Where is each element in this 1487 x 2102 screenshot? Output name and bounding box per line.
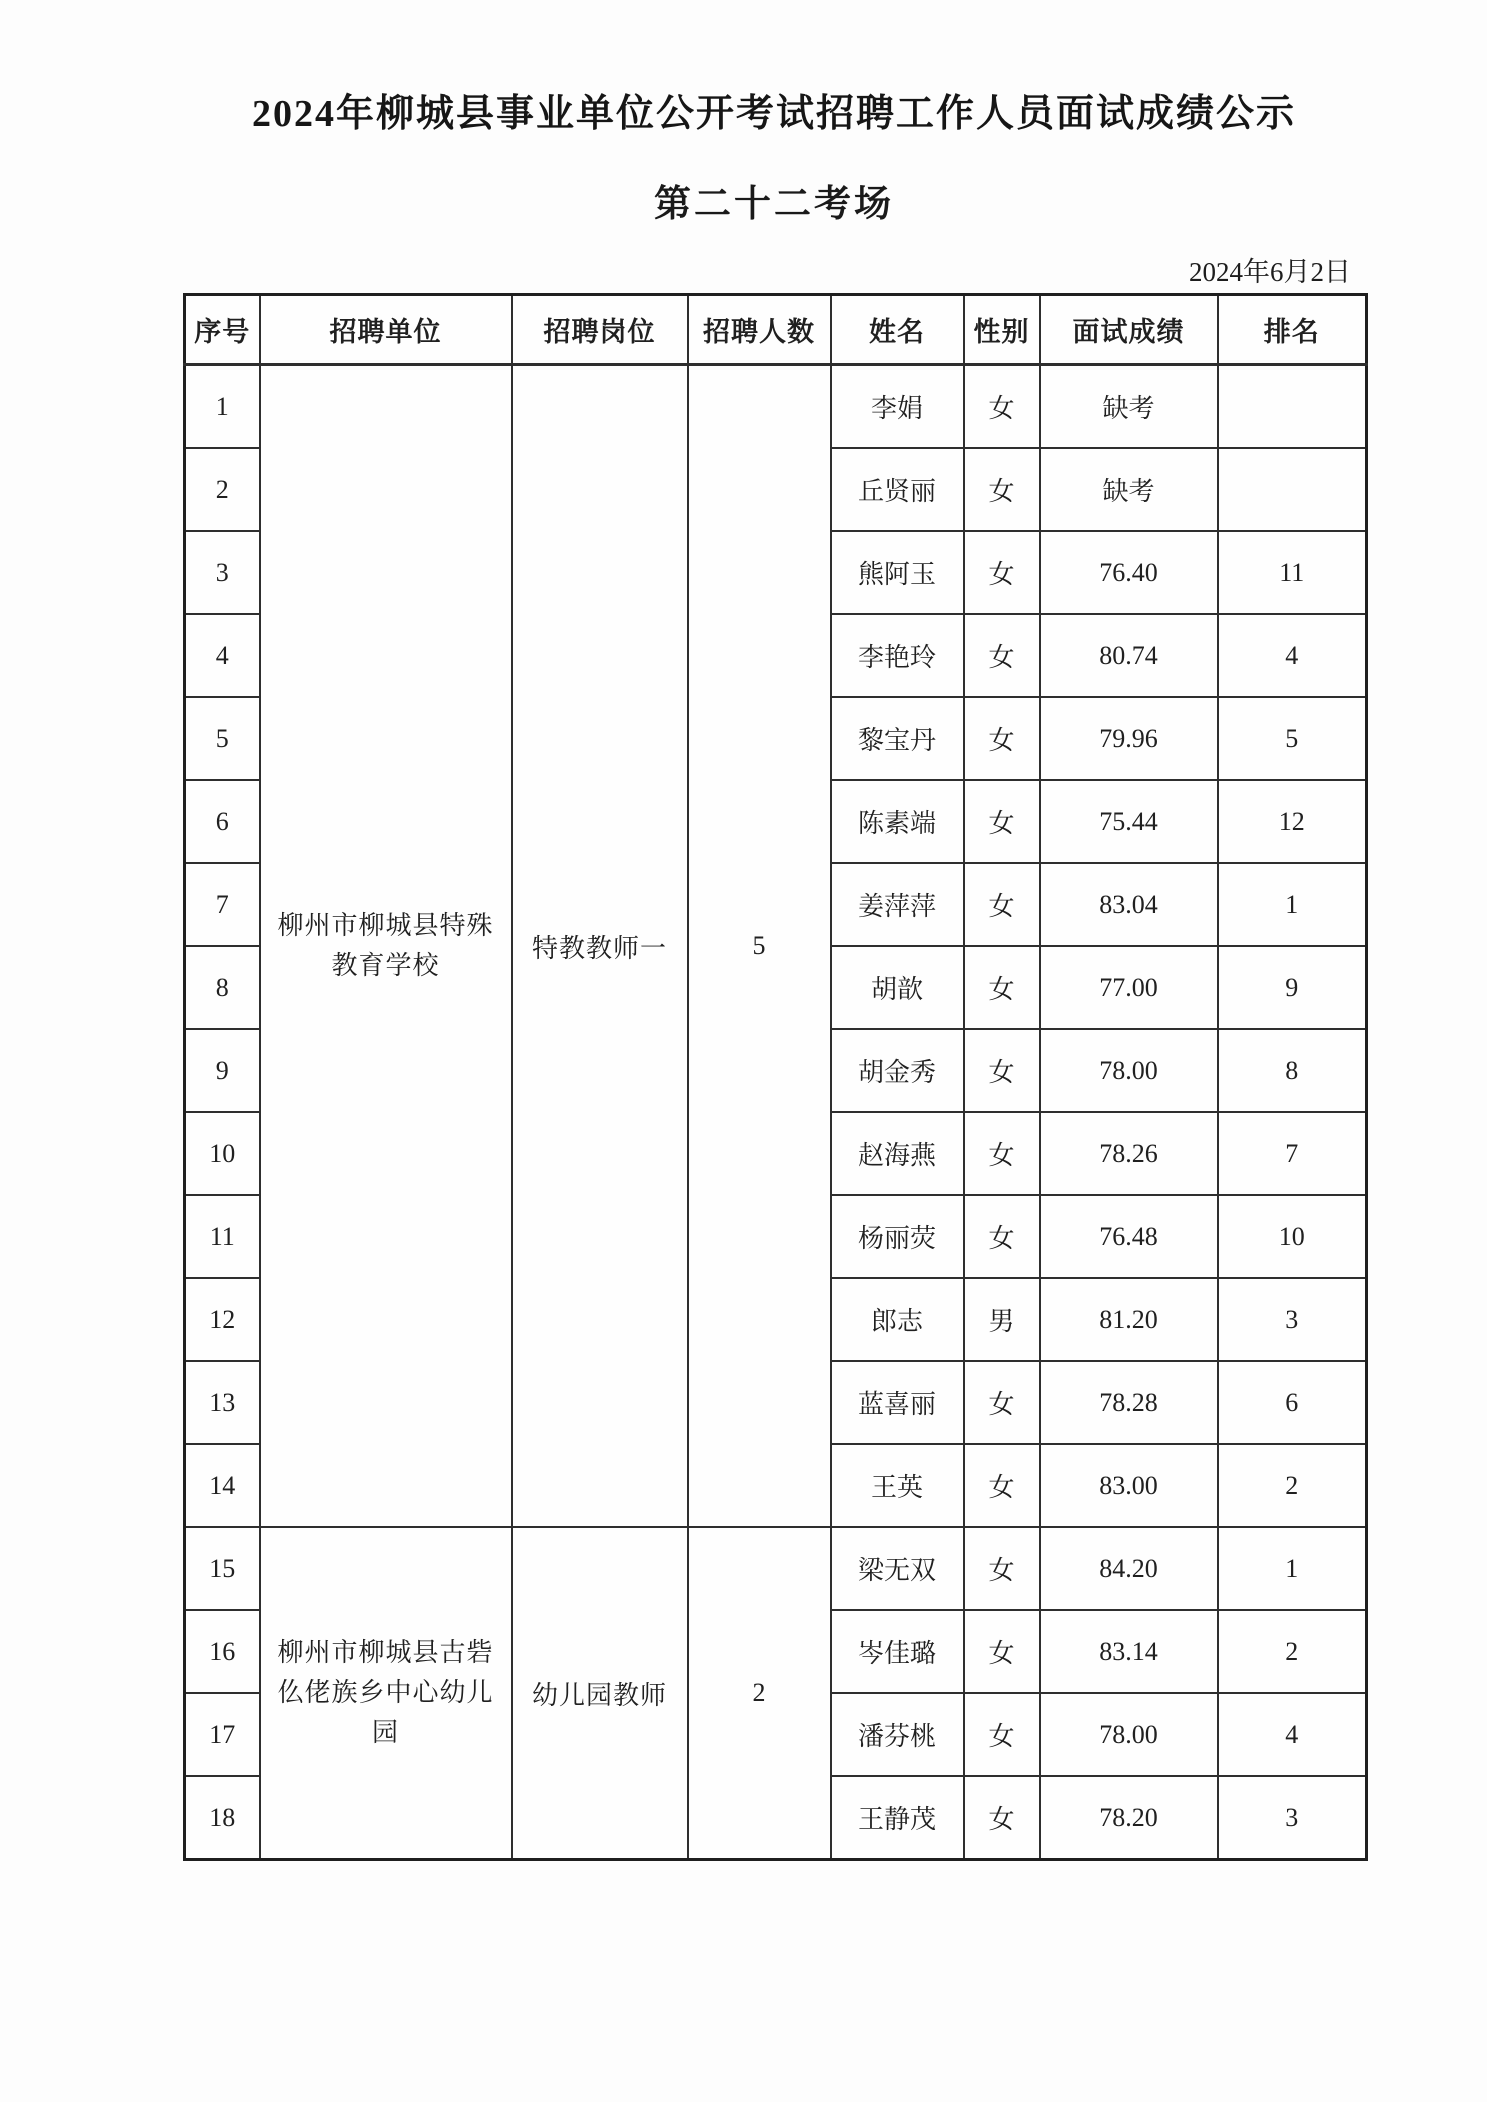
rank-cell: 3 (1218, 1776, 1367, 1860)
header-score: 面试成绩 (1040, 295, 1218, 365)
header-no: 序号 (185, 295, 260, 365)
row-number-cell: 12 (185, 1278, 260, 1361)
gender-cell: 女 (964, 1444, 1040, 1527)
rank-cell: 1 (1218, 1527, 1367, 1610)
score-cell: 缺考 (1040, 448, 1218, 531)
gender-cell: 女 (964, 1029, 1040, 1112)
document-content (183, 0, 1365, 1861)
gender-cell: 女 (964, 531, 1040, 614)
name-cell: 郎志 (831, 1278, 964, 1361)
row-number-cell: 18 (185, 1776, 260, 1860)
row-number-cell: 16 (185, 1610, 260, 1693)
score-cell: 84.20 (1040, 1527, 1218, 1610)
unit-cell: 柳州市柳城县古砦仫佬族乡中心幼儿园 (260, 1527, 512, 1860)
header-name: 姓名 (831, 295, 964, 365)
rank-cell: 5 (1218, 697, 1367, 780)
score-cell: 缺考 (1040, 365, 1218, 449)
rank-cell: 6 (1218, 1361, 1367, 1444)
score-cell: 76.40 (1040, 531, 1218, 614)
row-number-cell: 13 (185, 1361, 260, 1444)
table-header (185, 295, 1367, 365)
row-number-cell: 2 (185, 448, 260, 531)
gender-cell: 女 (964, 1610, 1040, 1693)
row-number-cell: 3 (185, 531, 260, 614)
position-cell: 特教教师一 (512, 365, 688, 1528)
rank-cell: 3 (1218, 1278, 1367, 1361)
score-cell: 78.00 (1040, 1029, 1218, 1112)
score-cell: 80.74 (1040, 614, 1218, 697)
rank-cell: 2 (1218, 1610, 1367, 1693)
gender-cell: 女 (964, 697, 1040, 780)
name-cell: 赵海燕 (831, 1112, 964, 1195)
score-cell: 79.96 (1040, 697, 1218, 780)
name-cell: 丘贤丽 (831, 448, 964, 531)
row-number-cell: 9 (185, 1029, 260, 1112)
row-number-cell: 11 (185, 1195, 260, 1278)
gender-cell: 女 (964, 1693, 1040, 1776)
score-cell: 81.20 (1040, 1278, 1218, 1361)
unit-cell: 柳州市柳城县特殊教育学校 (260, 365, 512, 1528)
header-position: 招聘岗位 (512, 295, 688, 365)
rank-cell: 8 (1218, 1029, 1367, 1112)
name-cell: 李娟 (831, 365, 964, 449)
table-row (185, 365, 1367, 449)
score-cell: 75.44 (1040, 780, 1218, 863)
rank-cell: 7 (1218, 1112, 1367, 1195)
name-cell: 梁无双 (831, 1527, 964, 1610)
row-number-cell: 1 (185, 365, 260, 449)
gender-cell: 女 (964, 946, 1040, 1029)
gender-cell: 女 (964, 1361, 1040, 1444)
table-body (185, 365, 1367, 1860)
count-cell: 2 (688, 1527, 831, 1860)
rank-cell: 4 (1218, 614, 1367, 697)
name-cell: 王英 (831, 1444, 964, 1527)
name-cell: 胡金秀 (831, 1029, 964, 1112)
gender-cell: 女 (964, 365, 1040, 449)
rank-cell (1218, 448, 1367, 531)
gender-cell: 女 (964, 863, 1040, 946)
gender-cell: 女 (964, 448, 1040, 531)
header-gender: 性别 (964, 295, 1040, 365)
page-title: 2024年柳城县事业单位公开考试招聘工作人员面试成绩公示 (251, 93, 1296, 135)
name-cell: 胡歆 (831, 946, 964, 1029)
gender-cell: 男 (964, 1278, 1040, 1361)
rank-cell: 12 (1218, 780, 1367, 863)
header-unit: 招聘单位 (260, 295, 512, 365)
name-cell: 王静茂 (831, 1776, 964, 1860)
rank-cell (1218, 365, 1367, 449)
name-cell: 蓝喜丽 (831, 1361, 964, 1444)
header-count: 招聘人数 (688, 295, 831, 365)
rank-cell: 4 (1218, 1693, 1367, 1776)
name-cell: 杨丽荧 (831, 1195, 964, 1278)
score-cell: 77.00 (1040, 946, 1218, 1029)
gender-cell: 女 (964, 1195, 1040, 1278)
position-cell: 幼儿园教师 (512, 1527, 688, 1860)
row-number-cell: 15 (185, 1527, 260, 1610)
gender-cell: 女 (964, 1527, 1040, 1610)
row-number-cell: 8 (185, 946, 260, 1029)
row-number-cell: 6 (185, 780, 260, 863)
date-label: 2024年6月2日 (1189, 257, 1351, 287)
row-number-cell: 4 (185, 614, 260, 697)
name-cell: 岑佳璐 (831, 1610, 964, 1693)
gender-cell: 女 (964, 614, 1040, 697)
name-cell: 熊阿玉 (831, 531, 964, 614)
name-cell: 姜萍萍 (831, 863, 964, 946)
score-cell: 78.26 (1040, 1112, 1218, 1195)
interview-scores-table (183, 293, 1368, 1861)
rank-cell: 1 (1218, 863, 1367, 946)
name-cell: 潘芬桃 (831, 1693, 964, 1776)
score-cell: 83.04 (1040, 863, 1218, 946)
score-cell: 78.00 (1040, 1693, 1218, 1776)
score-cell: 78.28 (1040, 1361, 1218, 1444)
score-cell: 76.48 (1040, 1195, 1218, 1278)
row-number-cell: 7 (185, 863, 260, 946)
name-cell: 李艳玲 (831, 614, 964, 697)
gender-cell: 女 (964, 1776, 1040, 1860)
rank-cell: 2 (1218, 1444, 1367, 1527)
name-cell: 陈素端 (831, 780, 964, 863)
row-number-cell: 10 (185, 1112, 260, 1195)
row-number-cell: 17 (185, 1693, 260, 1776)
rank-cell: 9 (1218, 946, 1367, 1029)
rank-cell: 11 (1218, 531, 1367, 614)
name-cell: 黎宝丹 (831, 697, 964, 780)
score-cell: 78.20 (1040, 1776, 1218, 1860)
header-rank: 排名 (1218, 295, 1367, 365)
row-number-cell: 5 (185, 697, 260, 780)
table-row (185, 1527, 1367, 1610)
score-cell: 83.14 (1040, 1610, 1218, 1693)
gender-cell: 女 (964, 1112, 1040, 1195)
gender-cell: 女 (964, 780, 1040, 863)
score-cell: 83.00 (1040, 1444, 1218, 1527)
header-row (185, 295, 1367, 365)
page-subtitle: 第二十二考场 (654, 184, 894, 225)
rank-cell: 10 (1218, 1195, 1367, 1278)
row-number-cell: 14 (185, 1444, 260, 1527)
count-cell: 5 (688, 365, 831, 1528)
